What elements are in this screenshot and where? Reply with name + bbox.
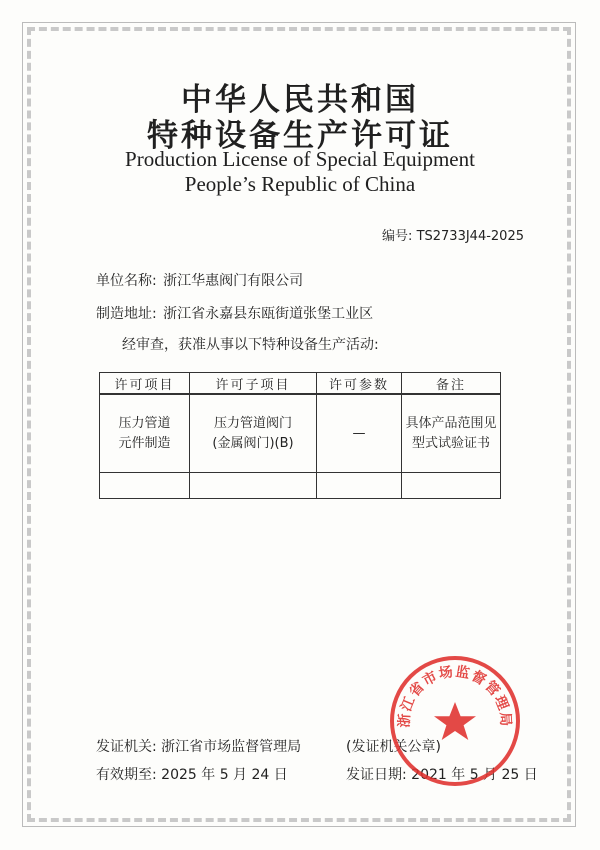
manufacturing-address-value: 浙江省永嘉县东瓯街道张堡工业区 bbox=[163, 306, 374, 322]
seal-text: 浙江省市场监督管理局 bbox=[396, 663, 514, 729]
license-table bbox=[99, 372, 501, 499]
certificate-number bbox=[382, 225, 524, 244]
blank-cell bbox=[100, 473, 190, 499]
header-license-parameter: 许可参数 bbox=[317, 373, 402, 395]
title-en-line2: People’s Republic of China bbox=[184, 172, 416, 196]
intro-text: 经审查，获准从事以下特种设备生产活动: bbox=[122, 337, 379, 353]
validity-label: 有效期至: bbox=[96, 767, 157, 783]
table-row bbox=[100, 394, 501, 473]
title-cn-line1: 中华人民共和国 bbox=[181, 82, 419, 118]
manufacturing-address-label: 制造地址: bbox=[96, 306, 157, 322]
cell-license-item-line2: 元件制造 bbox=[118, 435, 171, 451]
cell-license-parameter: — bbox=[317, 394, 402, 473]
certificate-number-value: TS2733J44-2025 bbox=[416, 229, 524, 244]
certificate-number-label: 编号: bbox=[382, 229, 413, 244]
cell-license-sub-item-line2: (金属阀门)(B) bbox=[212, 435, 294, 451]
blank-cell bbox=[190, 473, 317, 499]
title-cn-line2: 特种设备生产许可证 bbox=[147, 118, 453, 154]
seal-star-icon bbox=[434, 702, 476, 740]
cell-license-item-line1: 压力管道 bbox=[118, 415, 171, 431]
blank-cell bbox=[402, 473, 501, 499]
official-seal-icon bbox=[388, 654, 522, 788]
issue-date-value: 2021 年 5 月 25 日 bbox=[411, 767, 538, 783]
cell-note-line2: 型式试验证书 bbox=[411, 435, 490, 451]
issuing-authority-value: 浙江省市场监督管理局 bbox=[161, 739, 302, 755]
title-en-line1: Production License of Special Equipment bbox=[125, 147, 475, 171]
header-note: 备注 bbox=[402, 373, 501, 395]
cell-license-item bbox=[100, 394, 190, 473]
validity-value: 2025 年 5 月 24 日 bbox=[161, 767, 288, 783]
issue-date-label: 发证日期: bbox=[346, 767, 407, 783]
blank-cell bbox=[317, 473, 402, 499]
cell-license-sub-item-line1: 压力管道阀门 bbox=[213, 415, 292, 431]
unit-name-label: 单位名称: bbox=[96, 273, 157, 289]
manufacturing-address-field bbox=[96, 303, 373, 323]
header-license-item: 许可项目 bbox=[100, 373, 190, 395]
validity-field bbox=[96, 764, 288, 784]
issuing-authority-label: 发证机关: bbox=[96, 739, 157, 755]
unit-name-field bbox=[96, 270, 303, 290]
table-header-row bbox=[100, 373, 501, 395]
cell-license-sub-item bbox=[190, 394, 317, 473]
issuing-authority-field bbox=[96, 736, 301, 756]
header-license-sub-item: 许可子项目 bbox=[190, 373, 317, 395]
cell-note bbox=[402, 394, 501, 473]
unit-name-value: 浙江华惠阀门有限公司 bbox=[163, 273, 304, 289]
cell-note-line1: 具体产品范围见 bbox=[405, 415, 497, 431]
table-row-blank bbox=[100, 473, 501, 499]
official-seal-label: (发证机关公章) bbox=[346, 739, 441, 755]
